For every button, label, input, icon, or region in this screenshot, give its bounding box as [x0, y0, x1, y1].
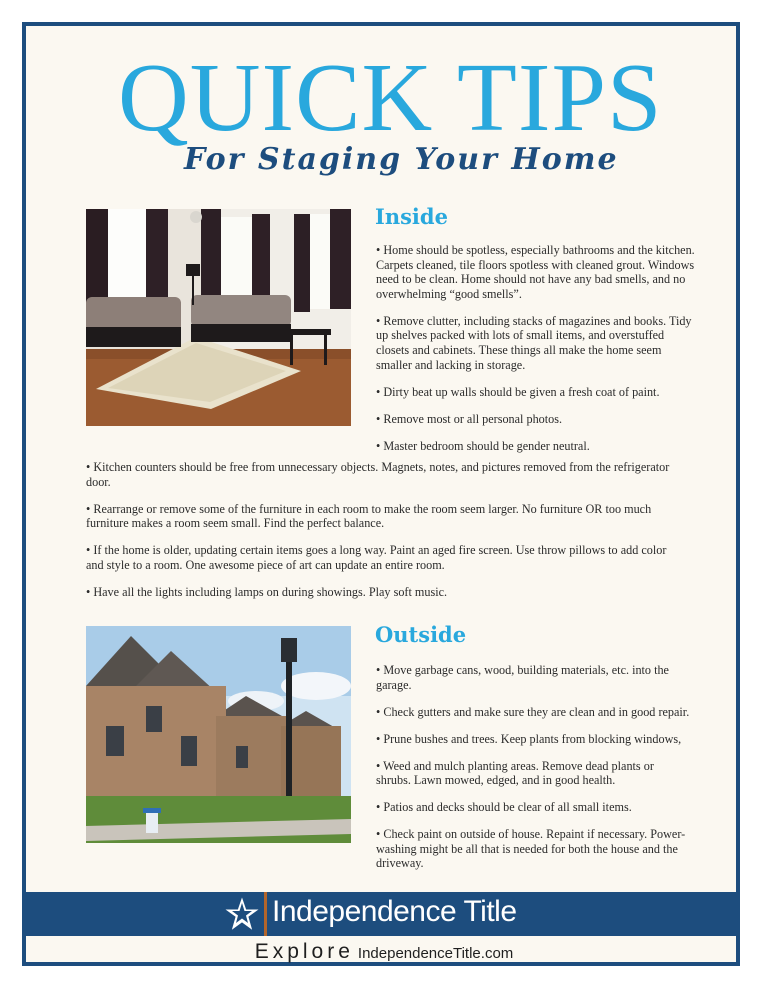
- star-logo-icon: [222, 895, 262, 933]
- inside-tip: • Remove most or all personal photos.: [376, 411, 563, 426]
- inside-tip: • Dirty beat up walls should be given a fresh coat of paint.: [376, 384, 660, 399]
- inside-tip: • Master bedroom should be gender neutral.: [376, 438, 590, 453]
- footer-explore: [0, 940, 768, 964]
- page-title: QUICK TIPS: [118, 44, 663, 152]
- inside-tip: • Kitchen counters should be free from unnecessary objects. Magnets, notes, and pictures removed from the refrigerator door.: [86, 460, 670, 489]
- footer-divider: [264, 892, 267, 936]
- outside-tip: • Move garbage cans, wood, building materials, etc. into the garage.: [376, 663, 669, 692]
- outside-heading: Outside: [375, 622, 467, 647]
- page-subtitle: For Staging Your Home: [184, 142, 619, 177]
- inside-tip: • If the home is older, updating certain items goes a long way. Paint an aged fire screen. Use throw pillows to add color and style to a room. One awesome piece of art can update an entire room.: [86, 543, 667, 572]
- outside-tip: • Prune bushes and trees. Keep plants from blocking windows,: [376, 731, 682, 746]
- living-room-photo: [86, 209, 351, 426]
- outside-tip: • Check paint on outside of house. Repaint if necessary. Power-washing might be all that is needed for both the house and the driveway.: [376, 827, 686, 871]
- house-exterior-photo: [86, 626, 351, 843]
- outside-tip: • Check gutters and make sure they are clean and in good repair.: [376, 704, 690, 719]
- living-room-illustration: [86, 209, 351, 426]
- inside-tip: • Home should be spotless, especially bathrooms and the kitchen. Carpets cleaned, tile floors spotless with cleaned grout. Windows need to be clean. Home should not have any bad smells, and no overwhelming “good smells”.: [376, 243, 695, 301]
- inside-tip: • Have all the lights including lamps on during showings. Play soft music.: [86, 584, 448, 599]
- inside-wide-tips-list: [86, 460, 686, 612]
- explore-label: Explore: [254, 940, 354, 963]
- inside-tip: • Remove clutter, including stacks of magazines and books. Tidy up shelves packed with lots of small items, and overstuffed closets and cabinets. These things all make the home seem smaller and lacking in storage.: [376, 313, 692, 372]
- outside-tip: • Patios and decks should be clear of all small items.: [376, 800, 632, 815]
- brand-name: Independence Title: [272, 895, 517, 928]
- inside-tips-list: [376, 243, 696, 465]
- website-link[interactable]: IndependenceTitle.com: [357, 945, 514, 962]
- title-block: [118, 44, 663, 188]
- inside-tip: • Rearrange or remove some of the furniture in each room to make the room seem larger. No furniture OR too much furniture makes a room seem small. Find the perfect balance.: [86, 501, 652, 531]
- inside-heading: Inside: [375, 204, 448, 229]
- house-illustration: [86, 626, 351, 843]
- outside-tip: • Weed and mulch planting areas. Remove dead plants or shrubs. Lawn mowed, edged, and in good health.: [376, 758, 654, 788]
- outside-tips-list: [376, 663, 691, 883]
